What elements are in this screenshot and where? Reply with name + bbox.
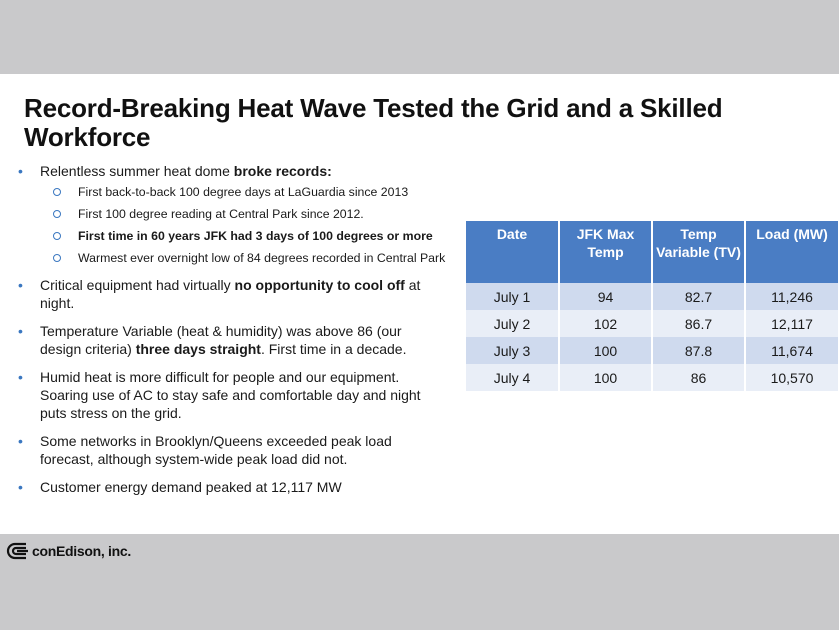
text-run: Humid heat is more difficult for people and our equipment. Soaring use of AC to stay safe and comfortable day and night puts stress on the grid. — [40, 369, 421, 421]
table-cell: July 2 — [466, 310, 559, 337]
table-header-row — [466, 221, 838, 283]
sub-bullet-text — [78, 185, 408, 199]
table-cell: 86.7 — [652, 310, 745, 337]
bullet-dot-icon: • — [18, 479, 23, 495]
table-row — [466, 337, 838, 364]
sub-bullet-text — [78, 207, 364, 221]
circle-bullet-icon — [53, 210, 61, 218]
bullet-text — [40, 369, 421, 421]
bullet-dot-icon: • — [18, 369, 23, 385]
table-cell: 86 — [652, 364, 745, 391]
text-run: broke records: — [233, 163, 332, 179]
bullet-text — [40, 433, 392, 467]
column-header: Load (MW) — [745, 221, 838, 283]
bullet-item — [16, 276, 446, 312]
sub-bullet-list — [40, 184, 446, 266]
bullet-item — [16, 478, 446, 496]
bullet-list — [16, 162, 446, 506]
bullet-text — [40, 323, 406, 357]
table-cell: 87.8 — [652, 337, 745, 364]
text-run: Warmest ever overnight low of 84 degrees recorded in Central Park — [78, 251, 446, 265]
text-run: no opportunity to cool off — [234, 277, 405, 293]
text-run: First back-to-back 100 degree days at LaGuardia since 2013 — [78, 185, 409, 199]
slide-title: Record-Breaking Heat Wave Tested the Grid and a Skilled Workforce — [24, 93, 723, 152]
bullet-dot-icon: • — [18, 433, 23, 449]
column-header: Temp Variable (TV) — [652, 221, 745, 283]
text-run: three days straight — [135, 341, 261, 357]
table-cell: 11,674 — [745, 337, 838, 364]
table-cell: July 3 — [466, 337, 559, 364]
logo-text: conEdison, inc. — [32, 543, 131, 559]
text-run: Critical equipment had virtually — [40, 277, 235, 293]
slide — [0, 74, 839, 534]
con-edison-logo-icon — [6, 541, 30, 561]
bullet-item — [16, 432, 446, 468]
sub-bullet-item — [40, 184, 446, 200]
sub-bullet-text — [78, 251, 445, 265]
text-run: Relentless summer heat dome — [40, 163, 234, 179]
table-row — [466, 283, 838, 310]
table-cell: 100 — [559, 364, 652, 391]
table-cell: 10,570 — [745, 364, 838, 391]
table-cell: 12,117 — [745, 310, 838, 337]
bullet-dot-icon: • — [18, 277, 23, 293]
sub-bullet-text — [78, 229, 433, 243]
column-header: JFK Max Temp — [559, 221, 652, 283]
table-cell: 94 — [559, 283, 652, 310]
bullet-text — [40, 479, 342, 495]
bullet-text — [40, 277, 420, 311]
text-run: First 100 degree reading at Central Park since 2012. — [78, 207, 364, 221]
sub-bullet-item — [40, 206, 446, 222]
table-cell: July 4 — [466, 364, 559, 391]
column-header: Date — [466, 221, 559, 283]
bullet-dot-icon: • — [18, 323, 23, 339]
table-row — [466, 310, 838, 337]
circle-bullet-icon — [53, 232, 61, 240]
heat-wave-table — [466, 221, 838, 391]
text-run: Some networks in Brooklyn/Queens exceeded peak load forecast, although system-wide peak load did not. — [40, 433, 392, 467]
text-run: . First time in a decade. — [260, 341, 407, 357]
bullet-text — [40, 163, 332, 179]
table-cell: 82.7 — [652, 283, 745, 310]
text-run: Temperature Variable (heat & humidity) was above 86 (our design criteria) — [40, 323, 402, 357]
bullet-item — [16, 322, 446, 358]
con-edison-logo — [6, 541, 131, 561]
table-row — [466, 364, 838, 391]
table-cell: 100 — [559, 337, 652, 364]
bullet-item — [16, 162, 446, 266]
circle-bullet-icon — [53, 188, 61, 196]
circle-bullet-icon — [53, 254, 61, 262]
table-body — [466, 283, 838, 391]
bullet-dot-icon: • — [18, 163, 23, 179]
sub-bullet-item — [40, 250, 446, 266]
table-cell: 102 — [559, 310, 652, 337]
bullet-item — [16, 368, 446, 422]
table-cell: 11,246 — [745, 283, 838, 310]
text-run: at night. — [40, 277, 421, 311]
table-cell: July 1 — [466, 283, 559, 310]
text-run: First time in 60 years JFK had 3 days of 100 degrees or more — [78, 229, 433, 243]
sub-bullet-item — [40, 228, 446, 244]
text-run: Customer energy demand peaked at 12,117 MW — [40, 479, 342, 495]
